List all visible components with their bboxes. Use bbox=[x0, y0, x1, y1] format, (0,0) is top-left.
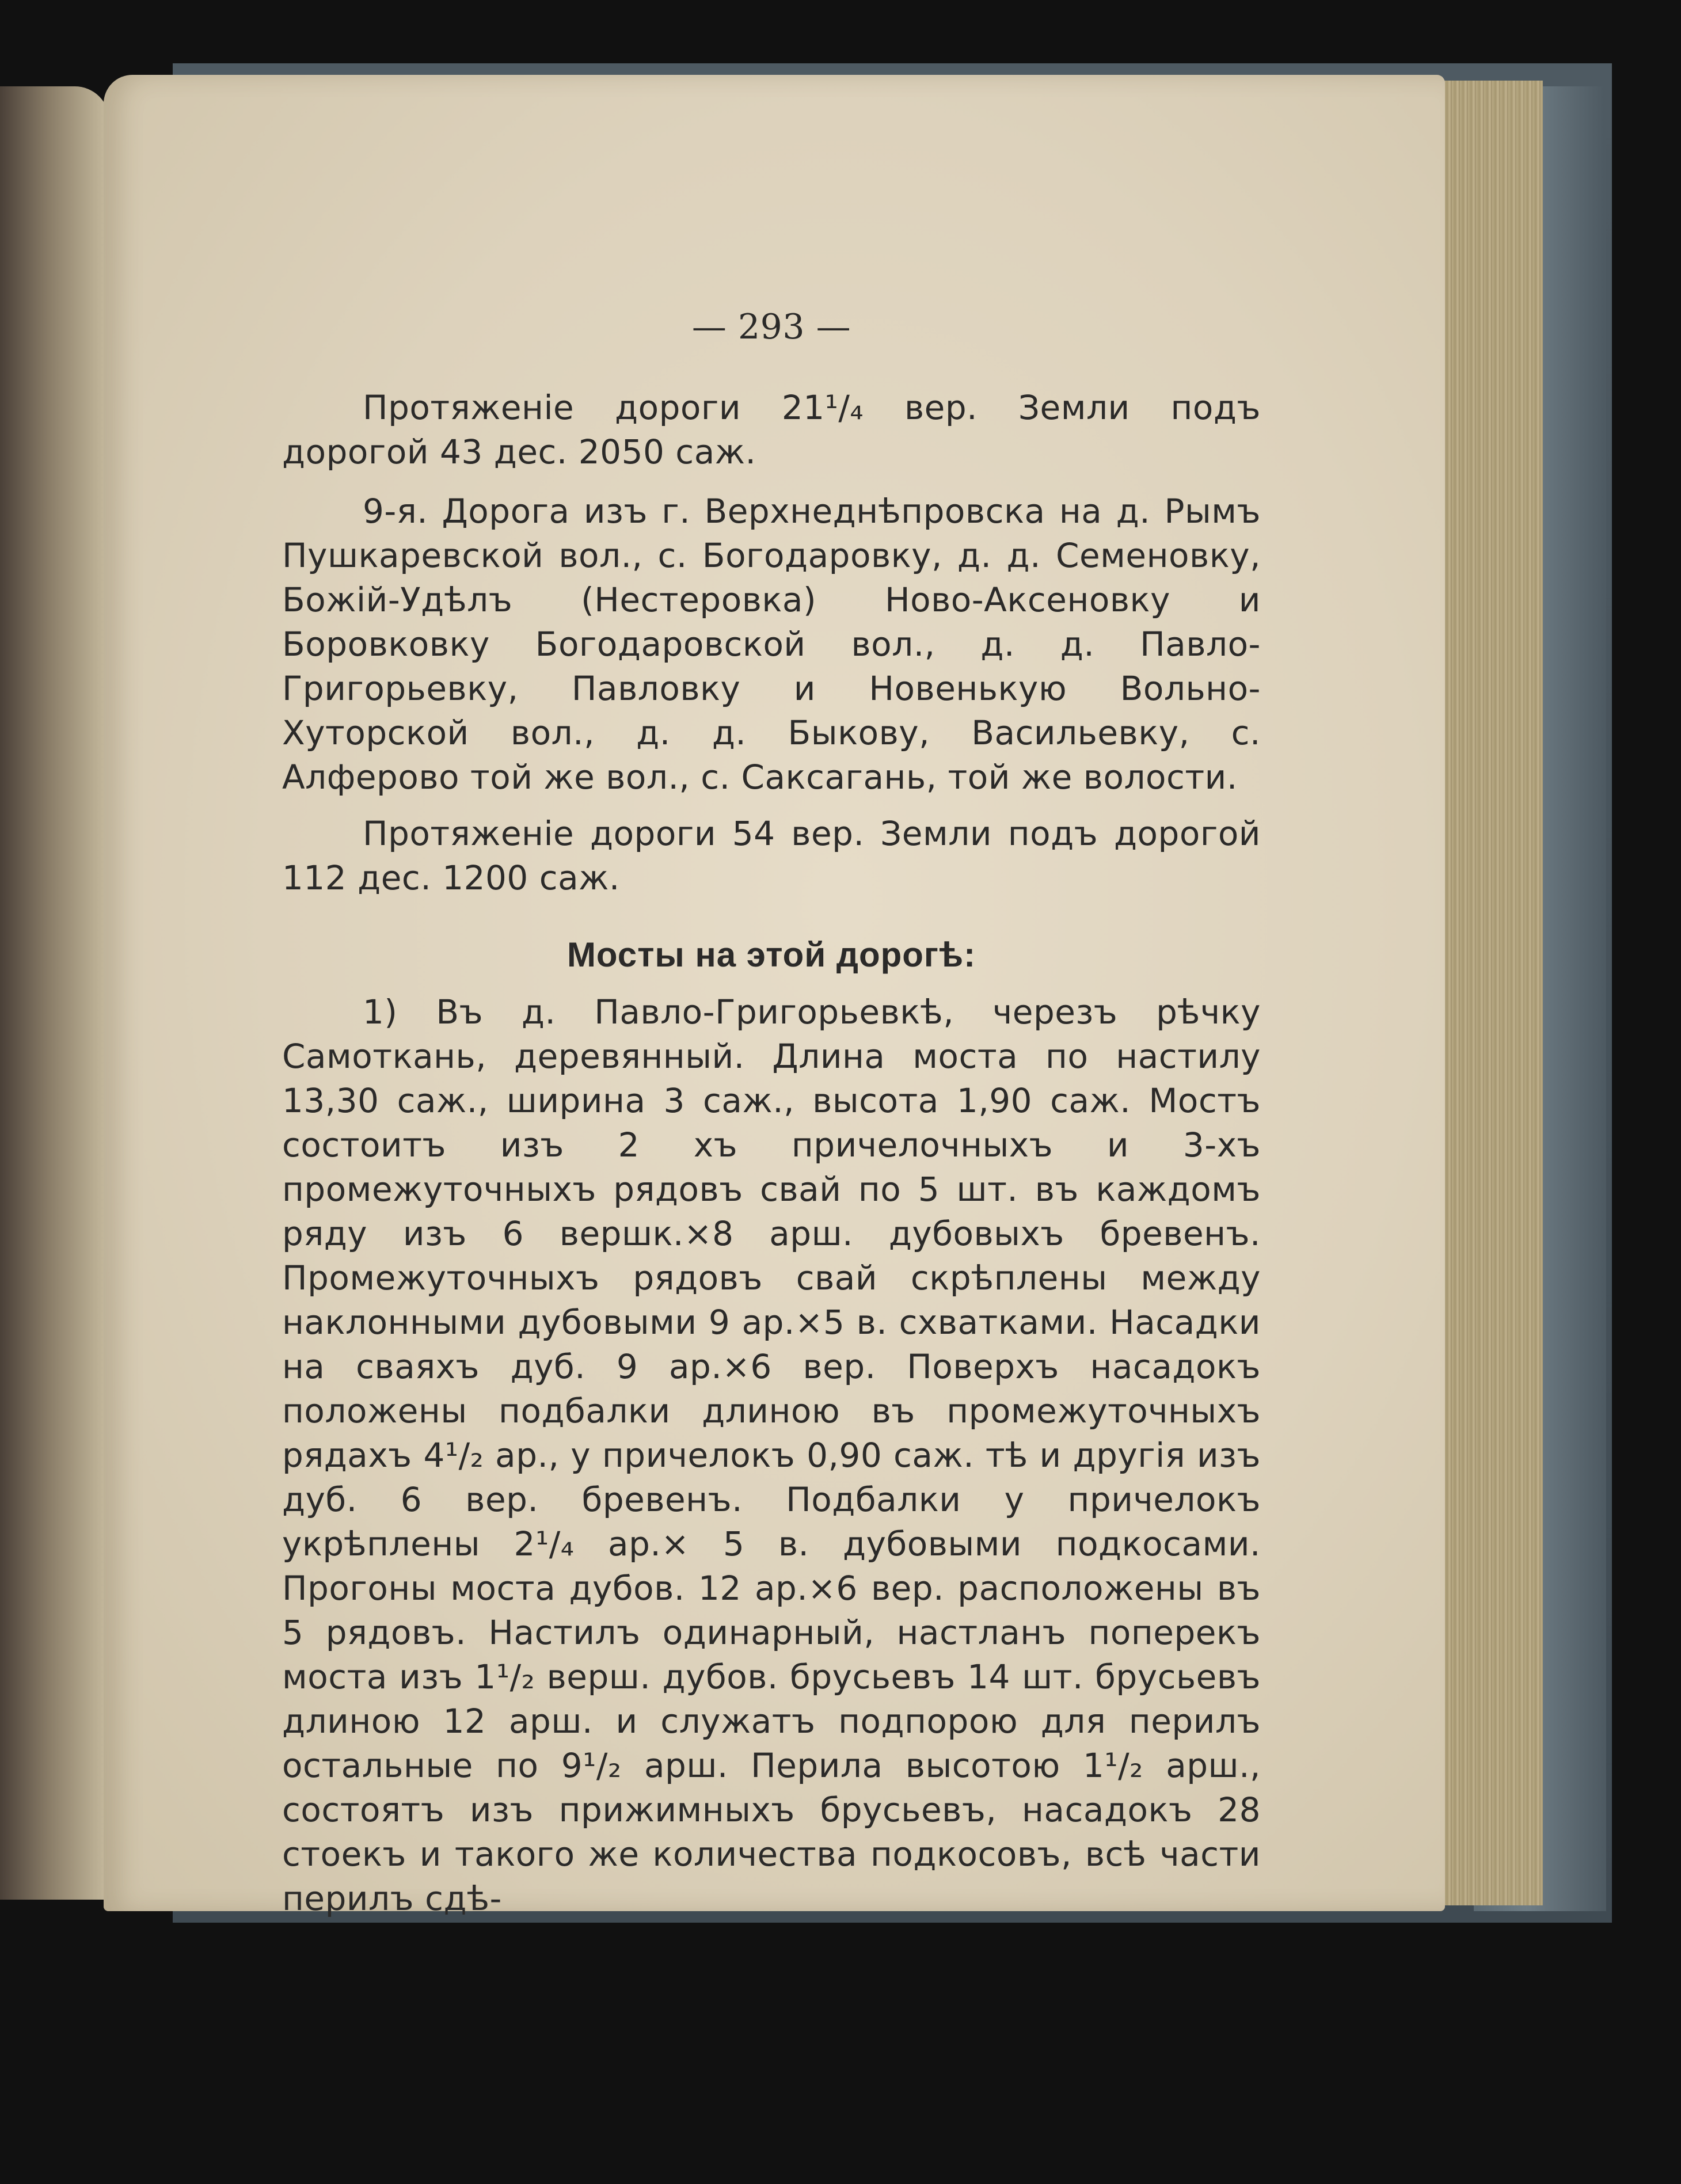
page-number: — 293 — bbox=[691, 307, 851, 347]
section-heading: Мосты на этой дорогѣ: bbox=[566, 935, 976, 974]
paragraph-road-length-2: Протяженіе дороги 54 вер. Земли подъ дорогой 112 дес. 1200 саж. bbox=[282, 814, 1261, 897]
left-page-edge bbox=[0, 86, 109, 1900]
paragraph-bridge-1: 1) Въ д. Павло-Григорьевкѣ, черезъ рѣчку Самоткань, деревянный. Длина моста по настилу 13,30 саж., ширина 3 саж., высота 1,90 саж. Мостъ состоитъ изъ 2 хъ причелочныхъ и 3-хъ промежуточныхъ рядовъ свай по 5 шт. въ каждомъ ряду изъ 6 вершк.×8 арш. дубовыхъ бревенъ. Промежуточныхъ рядовъ свай скрѣплены между наклонными дубовыми 9 ар.×5 в. схватками. Насадки на сваяхъ дуб. 9 ар.×6 вер. Поверхъ насадокъ положены подбалки длиною въ промежуточныхъ рядахъ 4¹/₂ ар., у причелокъ 0,90 саж. тѣ и другія изъ дуб. 6 вер. бревенъ. Подбалки у причелокъ укрѣплены 2¹/₄ ар.× 5 в. дубовыми подкосами. Прогоны моста дубов. 12 ар.×6 вер. расположены въ 5 рядовъ. Настилъ одинарный, настланъ поперекъ моста изъ 1¹/₂ верш. дубов. брусьевъ 14 шт. брусьевъ длиною 12 арш. и служатъ подпорою для перилъ остальные по 9¹/₂ арш. Перила высотою 1¹/₂ арш., состоятъ изъ прижимныхъ брусьевъ, насадокъ 28 стоекъ и такого же количества подкосовъ, всѣ части перилъ сдѣ- bbox=[282, 992, 1261, 1918]
paragraph-road-9: 9-я. Дорога изъ г. Верхнеднѣпровска на д. Рымъ Пушкаревской вол., с. Богодаровку, д. д. Семеновку, Божій-Удѣлъ (Нестеровка) Ново-Аксеновку и Боровковку Богодаровской вол., д. д. Павло-Григорьевку, Павловку и Новенькую Вольно-Хуторской вол., д. д. Быкову, Васильевку, с. Алферово той же вол., с. Саксагань, той же волости. bbox=[282, 492, 1261, 797]
paragraph-road-length-1: Протяженіе дороги 21¹/₄ вер. Земли подъ дорогой 43 дес. 2050 саж. bbox=[282, 388, 1261, 471]
book-page bbox=[104, 75, 1445, 1918]
page-edges bbox=[1428, 81, 1543, 1905]
